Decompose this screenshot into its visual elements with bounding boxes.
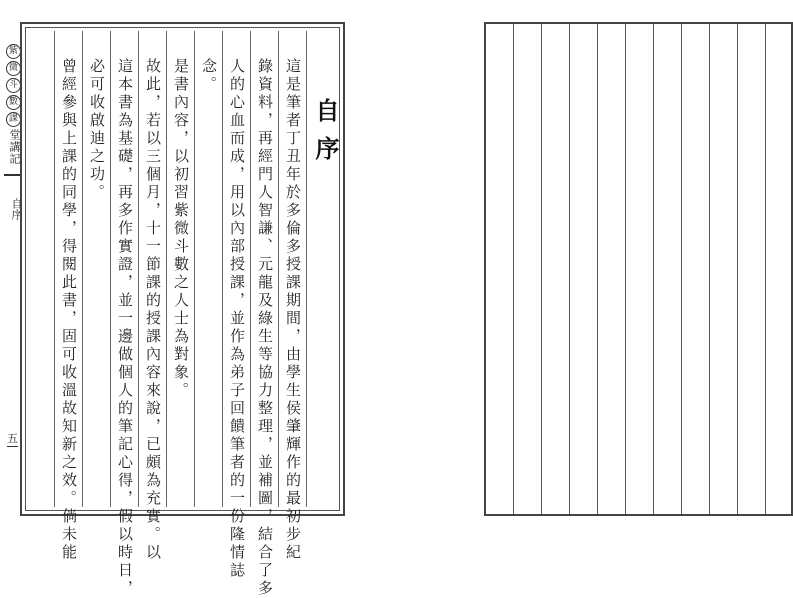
text-column-8: 必可收啟迪之功。 — [88, 58, 106, 202]
grid-line — [653, 24, 654, 514]
text-column-6: 故此，若以三個月，十一節課的授課內容來說，已頗為充實。以 — [144, 58, 162, 562]
grid-line — [541, 24, 542, 514]
grid-line — [681, 24, 682, 514]
grid-line — [709, 24, 710, 514]
book-title-label: 堂講記 — [8, 129, 21, 165]
blank-grid-frame — [484, 22, 793, 516]
column-rule — [278, 31, 279, 507]
text-column-5: 是書內容，以初習紫微斗數之人士為對象。 — [172, 58, 190, 400]
text-column-2: 錄資料，再經門人智謙、元龍及綠生等協力整理，並補圖，結合了多 — [256, 58, 274, 598]
text-column-7: 這本書為基礎，再多作實證，並一邊做個人的筆記心得，假以時日， — [116, 58, 134, 598]
column-rule — [250, 31, 251, 507]
right-page — [396, 0, 793, 539]
column-rule — [166, 31, 167, 507]
grid-line — [569, 24, 570, 514]
text-column-4: 念。 — [200, 58, 218, 94]
column-rule — [138, 31, 139, 507]
text-column-1: 這是筆者丁丑年於多倫多授課期間，由學生侯肇輝作的最初步紀 — [284, 58, 302, 562]
column-rule — [54, 31, 55, 507]
badge-4: 數 — [6, 95, 21, 110]
grid-line — [765, 24, 766, 514]
left-page — [0, 0, 395, 598]
section-tab — [4, 174, 20, 182]
badge-3: 斗 — [6, 78, 21, 93]
side-label — [6, 44, 20, 165]
inner-border — [25, 27, 340, 598]
column-rule — [194, 31, 195, 507]
column-rule — [110, 31, 111, 507]
column-rule — [222, 31, 223, 507]
text-column-3: 人的心血而成，用以內部授課，並作為弟子回饋筆者的一份隆情誌 — [228, 58, 246, 580]
grid-line — [513, 24, 514, 514]
grid-line — [737, 24, 738, 514]
grid-line — [625, 24, 626, 514]
section-label: 自序 — [10, 198, 23, 220]
grid-line — [597, 24, 598, 514]
page-title: 自序 — [311, 98, 340, 174]
column-rule — [306, 31, 307, 507]
text-frame — [20, 22, 345, 598]
column-rule — [82, 31, 83, 507]
badge-2: 微 — [6, 61, 21, 76]
text-column-9: 曾經參與上課的同學，得閱此書，固可收溫故知新之效。倘未能 — [60, 58, 78, 562]
page-number: 五 — [7, 432, 18, 445]
badge-1: 紫 — [6, 44, 21, 59]
badge-5: 課 — [6, 112, 21, 127]
